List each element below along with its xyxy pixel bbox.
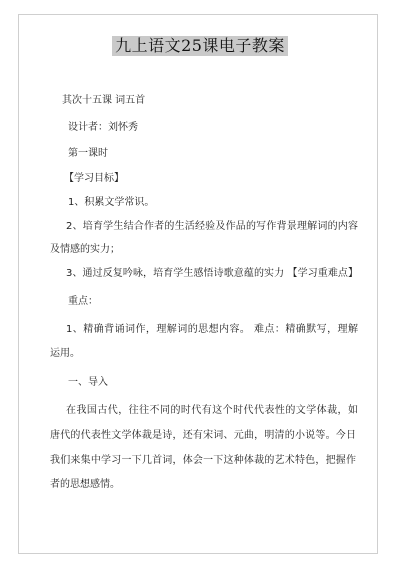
goal-1: 1、积累文学常识。 [68, 197, 155, 208]
intro-line-4: 者的思想感情。 [50, 479, 120, 490]
section-intro-heading: 一、导入 [68, 377, 108, 388]
goal-3-line: 3、通过反复吟咏，培育学生感悟诗歌意蕴的实力 【学习重难点】 [66, 268, 358, 279]
class-period: 第一课时 [68, 148, 108, 159]
key-points-heading: 重点： [68, 296, 98, 307]
document-title: 九上语文25课电子教案 [112, 36, 288, 56]
key-point-line-1: 1、精确背诵词作，理解词的思想内容。 难点：精确默写，理解 [66, 324, 358, 335]
goal-2-line-2: 及情感的实力； [50, 244, 120, 255]
intro-line-1: 在我国古代，往往不同的时代有这个时代代表性的文学体裁，如 [66, 405, 358, 416]
learning-goals-heading: 【学习目标】 [64, 173, 124, 184]
designer-line: 设计者：刘怀秀 [68, 122, 138, 133]
title-container [0, 36, 400, 56]
intro-line-3: 我们来集中学习一下几首词，体会一下这种体裁的艺术特色，把握作 [50, 455, 356, 466]
key-point-line-2: 运用。 [50, 348, 80, 359]
goal-2-line-1: 2、培育学生结合作者的生活经验及作品的写作背景理解词的内容 [66, 221, 358, 232]
intro-line-2: 唐代的代表性文学体裁是诗，还有宋词、元曲，明清的小说等。今日 [50, 430, 356, 441]
lesson-heading: 其次十五课 词五首 [62, 95, 146, 106]
